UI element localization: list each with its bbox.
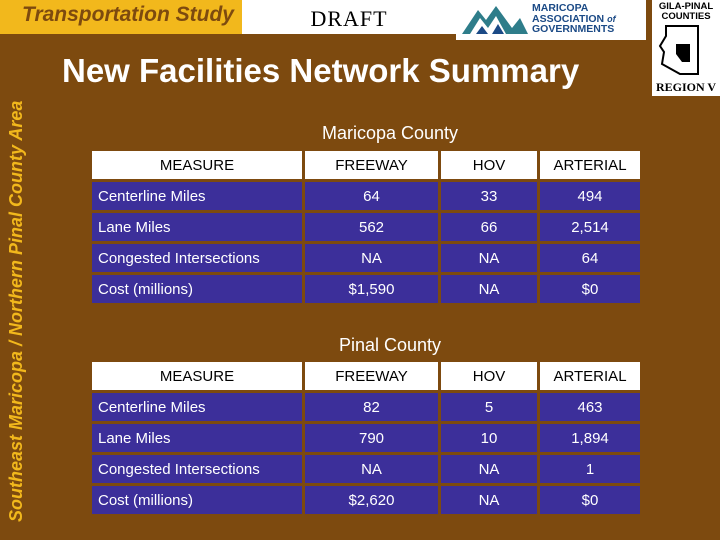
row-label: Lane Miles bbox=[92, 424, 305, 455]
sidebar-title: Southeast Maricopa / Northern Pinal County Area bbox=[6, 100, 26, 522]
row-label: Centerline Miles bbox=[92, 182, 305, 213]
study-banner bbox=[0, 0, 242, 34]
arizona-map-icon bbox=[658, 22, 714, 78]
region-top-line1: GILA-PINAL bbox=[658, 1, 714, 12]
section-title-maricopa: Maricopa County bbox=[321, 123, 459, 143]
mag-line3: GOVERNMENTS bbox=[532, 23, 615, 35]
region-top-text bbox=[654, 2, 718, 22]
draft-box bbox=[242, 0, 456, 34]
page-title: New Facilities Network Summary bbox=[62, 52, 580, 89]
column-header: HOV bbox=[441, 151, 540, 182]
table-header-row bbox=[92, 362, 640, 393]
row-label: Centerline Miles bbox=[92, 393, 305, 424]
table-cell: 64 bbox=[540, 244, 640, 275]
table-row bbox=[92, 393, 640, 424]
table-cell: 790 bbox=[305, 424, 441, 455]
column-header: ARTERIAL bbox=[540, 151, 640, 182]
column-header: MEASURE bbox=[92, 151, 305, 182]
table-row bbox=[92, 455, 640, 486]
mountain-logo-icon bbox=[462, 4, 528, 36]
table-row bbox=[92, 182, 640, 213]
table-cell: 1 bbox=[540, 455, 640, 486]
table-row bbox=[92, 244, 640, 275]
table-cell: 10 bbox=[441, 424, 540, 455]
table-cell: NA bbox=[441, 486, 540, 517]
mag-line2a: ASSOCIATION bbox=[532, 12, 605, 25]
region-label: REGION V bbox=[655, 80, 717, 94]
table-cell: 5 bbox=[441, 393, 540, 424]
column-header: ARTERIAL bbox=[540, 362, 640, 393]
row-label: Cost (millions) bbox=[92, 275, 305, 306]
mag-line1: MARICOPA bbox=[532, 2, 589, 14]
column-header: HOV bbox=[441, 362, 540, 393]
table-row bbox=[92, 486, 640, 517]
banner-title: Transportation Study bbox=[22, 3, 234, 26]
table-cell: $1,590 bbox=[305, 275, 441, 306]
table-cell: NA bbox=[441, 455, 540, 486]
table-cell: 562 bbox=[305, 213, 441, 244]
table-row bbox=[92, 213, 640, 244]
sidebar bbox=[0, 0, 40, 540]
table-cell: 1,894 bbox=[540, 424, 640, 455]
table-row bbox=[92, 275, 640, 306]
region-top-line2: COUNTIES bbox=[661, 11, 711, 22]
table-cell: 494 bbox=[540, 182, 640, 213]
table-cell: 2,514 bbox=[540, 213, 640, 244]
table-header-row bbox=[92, 151, 640, 182]
table-cell: 66 bbox=[441, 213, 540, 244]
row-label: Congested Intersections bbox=[92, 244, 305, 275]
table-cell: 33 bbox=[441, 182, 540, 213]
table-row bbox=[92, 424, 640, 455]
mag-logo-text bbox=[532, 3, 616, 35]
table-cell: 463 bbox=[540, 393, 640, 424]
column-header: FREEWAY bbox=[305, 151, 441, 182]
column-header: FREEWAY bbox=[305, 362, 441, 393]
table-cell: NA bbox=[441, 244, 540, 275]
row-label: Cost (millions) bbox=[92, 486, 305, 517]
row-label: Lane Miles bbox=[92, 213, 305, 244]
table-cell: 82 bbox=[305, 393, 441, 424]
table-cell: $0 bbox=[540, 486, 640, 517]
table-cell: $0 bbox=[540, 275, 640, 306]
section-title-pinal: Pinal County bbox=[338, 335, 442, 355]
table-cell: 64 bbox=[305, 182, 441, 213]
table-cell: NA bbox=[305, 455, 441, 486]
region-logo bbox=[652, 0, 720, 96]
table-cell: NA bbox=[441, 275, 540, 306]
maricopa-table bbox=[92, 151, 640, 306]
mag-line2b: of bbox=[607, 13, 616, 24]
row-label: Congested Intersections bbox=[92, 455, 305, 486]
mag-logo bbox=[456, 0, 646, 40]
table-cell: $2,620 bbox=[305, 486, 441, 517]
table-cell: NA bbox=[305, 244, 441, 275]
pinal-table bbox=[92, 362, 640, 517]
column-header: MEASURE bbox=[92, 362, 305, 393]
draft-label: DRAFT bbox=[310, 6, 388, 31]
